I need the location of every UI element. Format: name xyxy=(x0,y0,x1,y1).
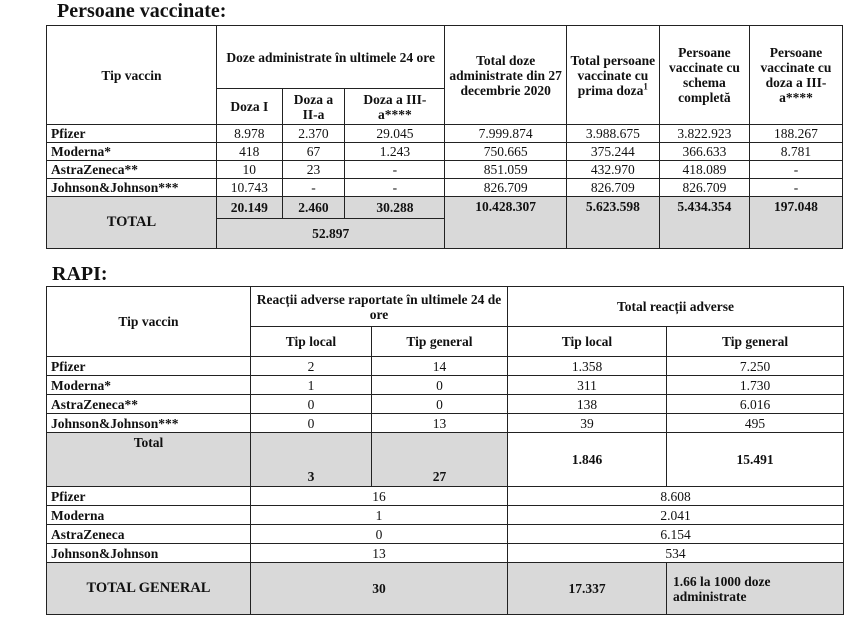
cell-d1: 10.743 xyxy=(216,179,282,197)
vaccine-name: Pfizer xyxy=(47,125,217,143)
cell-schema: 366.633 xyxy=(659,143,749,161)
summary-cell-total: 534 xyxy=(508,544,844,563)
rapi-total-label: Total xyxy=(47,433,251,487)
total-schema: 5.434.354 xyxy=(659,197,749,249)
cell-d3: 1.243 xyxy=(345,143,445,161)
total-doza3: 197.048 xyxy=(749,197,842,249)
cell-schema: 3.822.923 xyxy=(659,125,749,143)
grand-total-24h: 30 xyxy=(251,563,508,615)
total-d2: 2.460 xyxy=(282,197,345,219)
vaccine-name: AstraZeneca** xyxy=(47,161,217,179)
total-label: TOTAL xyxy=(47,197,217,249)
cell-general-total: 1.730 xyxy=(667,376,844,395)
cell-general-total: 6.016 xyxy=(667,395,844,414)
vaccine-name: Johnson&Johnson*** xyxy=(47,179,217,197)
cell-d2: 2.370 xyxy=(282,125,345,143)
cell-d2: 67 xyxy=(282,143,345,161)
rapi-title: RAPI: xyxy=(52,263,108,285)
cell-local-total: 1.358 xyxy=(508,357,667,376)
header-tip-vaccin: Tip vaccin xyxy=(47,26,217,125)
vaccine-name: Moderna* xyxy=(47,376,251,395)
table-row xyxy=(47,357,844,376)
rapi-header-local-total: Tip local xyxy=(508,327,667,357)
total-d1: 20.149 xyxy=(216,197,282,219)
vaccinated-title: Persoane vaccinate: xyxy=(57,0,227,22)
table-row xyxy=(47,487,844,506)
summary-cell-24h: 13 xyxy=(251,544,508,563)
cell-local-total: 39 xyxy=(508,414,667,433)
cell-d3: - xyxy=(345,161,445,179)
table-row xyxy=(47,544,844,563)
rapi-table xyxy=(46,286,844,615)
header-doza-2: Doza a II-a xyxy=(282,89,345,125)
cell-general-total: 7.250 xyxy=(667,357,844,376)
cell-schema: 826.709 xyxy=(659,179,749,197)
summary-cell-24h: 1 xyxy=(251,506,508,525)
rapi-header-reactii-24h: Reacții adverse raportate în ultimele 24 de ore xyxy=(251,287,508,327)
cell-general-24h: 0 xyxy=(372,395,508,414)
grand-total-label: TOTAL GENERAL xyxy=(47,563,251,615)
cell-doza3: - xyxy=(749,161,842,179)
vaccine-name: Pfizer xyxy=(47,357,251,376)
summary-vaccine-name: Moderna xyxy=(47,506,251,525)
summary-vaccine-name: Pfizer xyxy=(47,487,251,506)
cell-total: 7.999.874 xyxy=(445,125,566,143)
cell-schema: 418.089 xyxy=(659,161,749,179)
total-d3: 30.288 xyxy=(345,197,445,219)
header-schema-completa: Persoane vaccinate cu schema completă xyxy=(659,26,749,125)
cell-d1: 418 xyxy=(216,143,282,161)
cell-d2: - xyxy=(282,179,345,197)
summary-cell-24h: 0 xyxy=(251,525,508,544)
rapi-header-local-24h: Tip local xyxy=(251,327,372,357)
cell-total: 826.709 xyxy=(445,179,566,197)
header-doze-24h: Doze administrate în ultimele 24 ore xyxy=(216,26,445,89)
cell-general-total: 495 xyxy=(667,414,844,433)
vaccine-name: Johnson&Johnson*** xyxy=(47,414,251,433)
table-row xyxy=(47,179,843,197)
table-row xyxy=(47,414,844,433)
cell-prima: 3.988.675 xyxy=(566,125,659,143)
cell-general-24h: 0 xyxy=(372,376,508,395)
cell-local-24h: 2 xyxy=(251,357,372,376)
table-row xyxy=(47,143,843,161)
summary-cell-24h: 16 xyxy=(251,487,508,506)
cell-local-24h: 1 xyxy=(251,376,372,395)
cell-d1: 8.978 xyxy=(216,125,282,143)
rapi-header-tip-vaccin: Tip vaccin xyxy=(47,287,251,357)
table-row xyxy=(47,161,843,179)
cell-local-total: 138 xyxy=(508,395,667,414)
header-total-prima-doza: Total persoane vaccinate cu prima doza$^1$ xyxy=(566,26,659,125)
table-row xyxy=(47,525,844,544)
table-row xyxy=(47,125,843,143)
grand-total-reactii: 17.337 xyxy=(508,563,667,615)
cell-total: 750.665 xyxy=(445,143,566,161)
rapi-total-general-24h: 27 xyxy=(372,433,508,487)
cell-d3: - xyxy=(345,179,445,197)
header-total-doze: Total doze administrate din 27 decembrie 2020 xyxy=(445,26,566,125)
rapi-header-general-24h: Tip general xyxy=(372,327,508,357)
vaccine-name: AstraZeneca** xyxy=(47,395,251,414)
summary-cell-total: 2.041 xyxy=(508,506,844,525)
cell-prima: 826.709 xyxy=(566,179,659,197)
rapi-header-general-total: Tip general xyxy=(667,327,844,357)
summary-vaccine-name: Johnson&Johnson xyxy=(47,544,251,563)
cell-local-total: 311 xyxy=(508,376,667,395)
summary-cell-total: 8.608 xyxy=(508,487,844,506)
rapi-total-local: 1.846 xyxy=(508,433,667,487)
rapi-total-local-24h: 3 xyxy=(251,433,372,487)
summary-cell-total: 6.154 xyxy=(508,525,844,544)
total-doze: 10.428.307 xyxy=(445,197,566,249)
cell-local-24h: 0 xyxy=(251,395,372,414)
cell-total: 851.059 xyxy=(445,161,566,179)
cell-general-24h: 13 xyxy=(372,414,508,433)
cell-d1: 10 xyxy=(216,161,282,179)
cell-d2: 23 xyxy=(282,161,345,179)
table-row xyxy=(47,395,844,414)
cell-prima: 375.244 xyxy=(566,143,659,161)
table-row xyxy=(47,376,844,395)
vaccine-name: Moderna* xyxy=(47,143,217,161)
cell-prima: 432.970 xyxy=(566,161,659,179)
header-doza-1: Doza I xyxy=(216,89,282,125)
summary-vaccine-name: AstraZeneca xyxy=(47,525,251,544)
rapi-total-general: 15.491 xyxy=(667,433,844,487)
total-prima: 5.623.598 xyxy=(566,197,659,249)
cell-general-24h: 14 xyxy=(372,357,508,376)
vaccinated-table xyxy=(46,25,843,249)
total-24h-sum: 52.897 xyxy=(216,219,445,249)
cell-doza3: 8.781 xyxy=(749,143,842,161)
header-doza-3-persoane: Persoane vaccinate cu doza a III-a**** xyxy=(749,26,842,125)
cell-doza3: 188.267 xyxy=(749,125,842,143)
cell-local-24h: 0 xyxy=(251,414,372,433)
rapi-header-total-reactii: Total reacții adverse xyxy=(508,287,844,327)
cell-d3: 29.045 xyxy=(345,125,445,143)
cell-doza3: - xyxy=(749,179,842,197)
table-row xyxy=(47,506,844,525)
grand-total-rate: 1.66 la 1000 doze administrate xyxy=(667,563,844,615)
header-doza-3: Doza a III-a**** xyxy=(345,89,445,125)
